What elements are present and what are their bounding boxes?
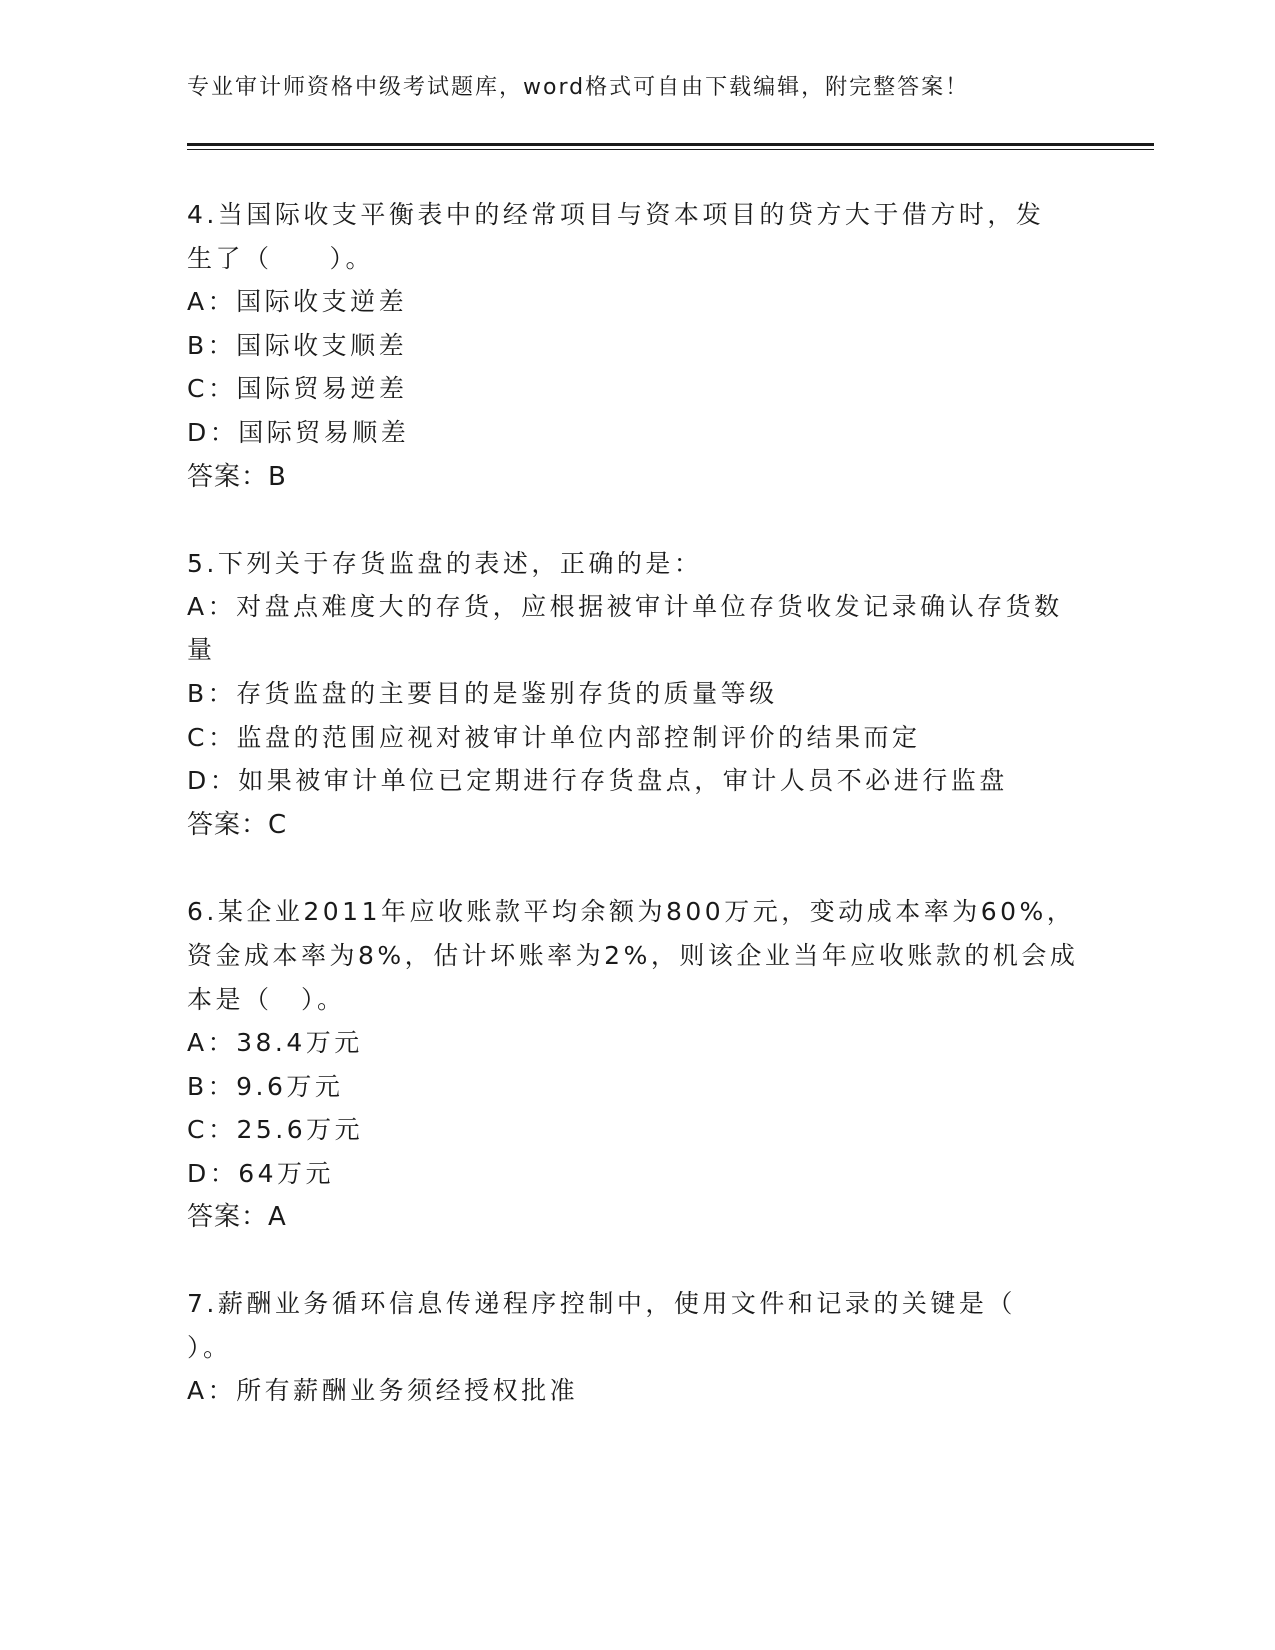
question-6-option-a: A：38.4万元: [187, 1028, 363, 1057]
header-divider-thick: [187, 143, 1154, 146]
question-6-option-d: D：64万元: [187, 1159, 335, 1188]
question-7-option-a: A：所有薪酬业务须经授权批准: [187, 1376, 579, 1405]
question-7-stem-line-2: ）。: [187, 1333, 232, 1362]
question-4-option-a: A：国际收支逆差: [187, 287, 408, 316]
question-6-option-b: B：9.6万元: [187, 1072, 344, 1101]
question-5-option-b: B：存货监盘的主要目的是鉴别存货的质量等级: [187, 679, 778, 708]
question-4-option-d: D：国际贸易顺差: [187, 418, 410, 447]
question-4-stem-line-2: 生了（ ）。: [187, 244, 375, 273]
question-5-option-a-line-1: A：对盘点难度大的存货，应根据被审计单位存货收发记录确认存货数: [187, 592, 1063, 621]
question-7-stem-line-1: 7.薪酬业务循环信息传递程序控制中，使用文件和记录的关键是（: [187, 1289, 1016, 1318]
question-6-stem-line-3: 本是（ ）。: [187, 985, 346, 1014]
question-5-stem-line-1: 5.下列关于存货监盘的表述，正确的是：: [187, 549, 703, 578]
question-4-option-b: B：国际收支顺差: [187, 331, 408, 360]
question-6-answer: 答案：A: [187, 1202, 287, 1232]
question-5-option-c: C：监盘的范围应视对被审计单位内部控制评价的结果而定: [187, 723, 921, 752]
question-6-option-c: C：25.6万元: [187, 1115, 364, 1144]
page-header: 专业审计师资格中级考试题库，word格式可自由下载编辑，附完整答案！: [187, 75, 970, 100]
question-5-option-d: D：如果被审计单位已定期进行存货盘点，审计人员不必进行监盘: [187, 766, 1008, 795]
question-5-option-a-line-2: 量: [187, 635, 216, 664]
question-4-stem-line-1: 4.当国际收支平衡表中的经常项目与资本项目的贷方大于借方时，发: [187, 200, 1045, 229]
question-4-option-c: C：国际贸易逆差: [187, 374, 408, 403]
question-4-answer: 答案：B: [187, 462, 287, 492]
question-5-answer: 答案：C: [187, 810, 288, 840]
header-divider-thin: [187, 149, 1154, 150]
question-6-stem-line-2: 资金成本率为8%，估计坏账率为2%，则该企业当年应收账款的机会成: [187, 941, 1079, 970]
question-6-stem-line-1: 6.某企业2011年应收账款平均余额为800万元，变动成本率为60%，: [187, 897, 1076, 926]
